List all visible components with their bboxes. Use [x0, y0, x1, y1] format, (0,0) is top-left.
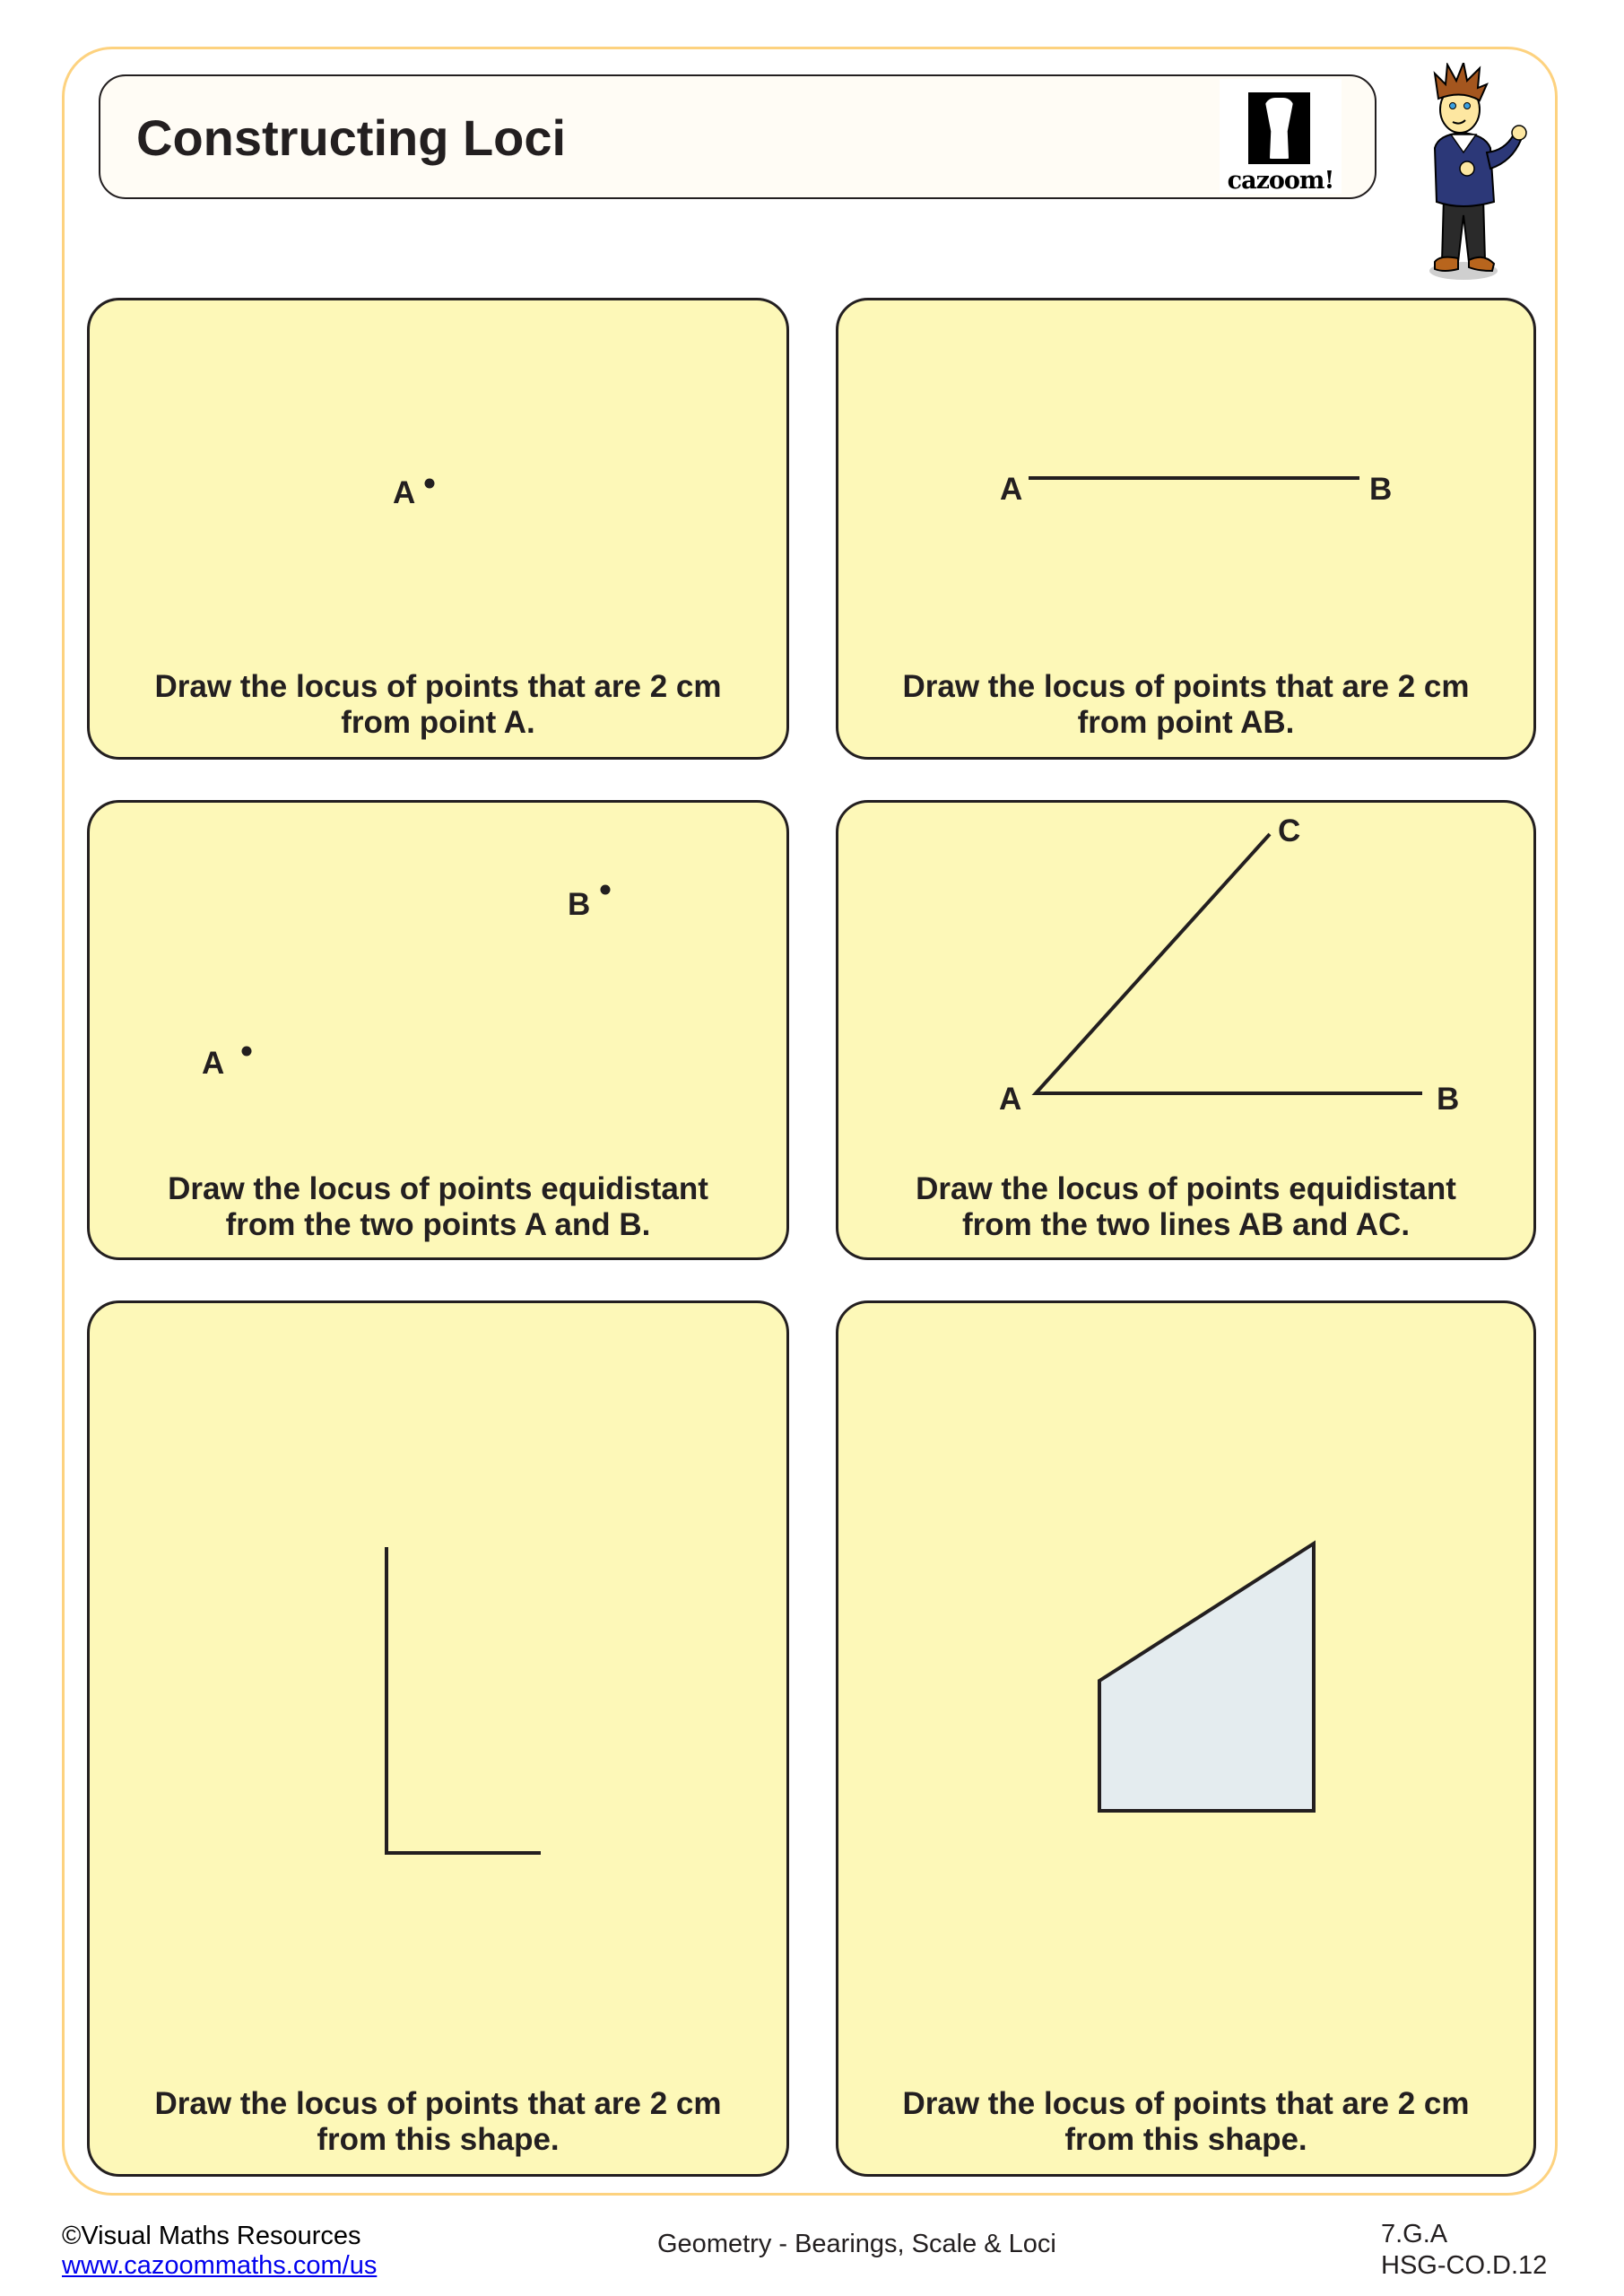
caption-line-1: Draw the locus of points that are 2 cm	[902, 669, 1470, 704]
question-panel-5	[87, 1300, 789, 2177]
caption-line-2: from the two lines AB and AC.	[961, 1207, 1411, 1242]
point-label-b: B	[1369, 472, 1393, 507]
point-label-a: A	[202, 1046, 225, 1081]
question-panel-6	[836, 1300, 1536, 2177]
point-label-a: A	[1000, 472, 1023, 507]
mascot-boy-icon	[1408, 63, 1529, 287]
caption-line-2: from point AB.	[1077, 705, 1295, 740]
caption-line-2: from this shape.	[1064, 2122, 1307, 2157]
topic-text: Geometry - Bearings, Scale & Loci	[657, 2230, 1056, 2258]
caption-line-1: Draw the locus of points equidistant	[168, 1171, 708, 1206]
caption-line-1: Draw the locus of points that are 2 cm	[154, 669, 722, 704]
page-title: Constructing Loci	[136, 109, 567, 166]
caption-line-1: Draw the locus of points that are 2 cm	[902, 2086, 1470, 2121]
point-label-c: C	[1278, 813, 1301, 848]
point-label-b: B	[568, 887, 591, 922]
point-label-b: B	[1437, 1082, 1460, 1117]
title-box	[99, 74, 1376, 199]
drum-logo-icon	[1248, 92, 1310, 164]
question-panel-2	[836, 298, 1536, 760]
question-panel-1	[87, 298, 789, 760]
point-label-a: A	[393, 475, 416, 510]
trapezium-shape	[838, 1303, 1539, 2179]
point-label-a: A	[999, 1082, 1022, 1117]
caption-line-1: Draw the locus of points that are 2 cm	[154, 2086, 722, 2121]
standard-code-1: 7.G.A	[1381, 2220, 1448, 2248]
standards	[1381, 2219, 1547, 2282]
caption-line-2: from the two points A and B.	[225, 1207, 651, 1242]
website-link[interactable]: www.cazoommaths.com/us	[62, 2251, 378, 2280]
caption-line-2: from this shape.	[317, 2122, 560, 2157]
caption-line-1: Draw the locus of points equidistant	[916, 1171, 1456, 1206]
l-shape-lines	[90, 1303, 792, 2179]
cazoom-logo	[1220, 79, 1342, 194]
caption-line-2: from point A.	[341, 705, 535, 740]
standard-code-2: HSG-CO.D.12	[1381, 2251, 1548, 2280]
logo-text: cazoom!	[1227, 167, 1334, 195]
copyright-text: ©Visual Maths Resources	[62, 2222, 361, 2250]
question-panel-4	[836, 800, 1536, 1260]
question-panel-3	[87, 800, 789, 1260]
footer-left	[62, 2222, 377, 2281]
